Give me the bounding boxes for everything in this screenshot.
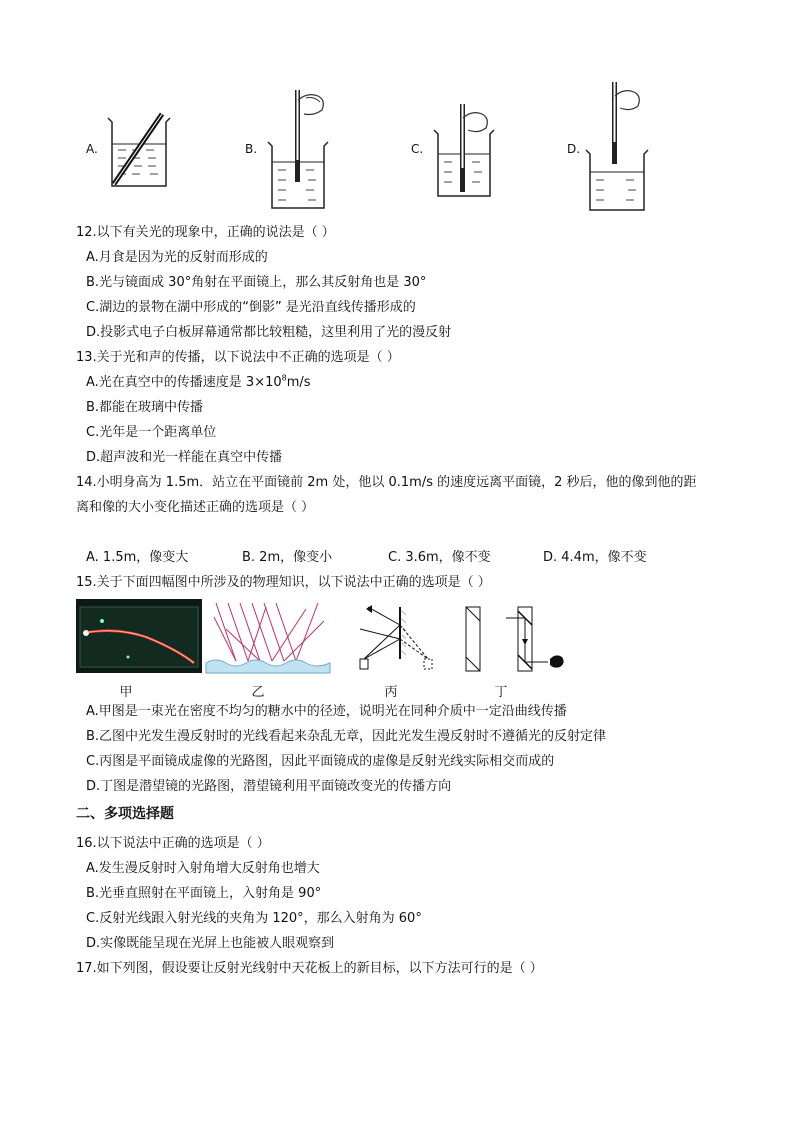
question-13-stem: 13.关于光和声的传播，以下说法中不正确的选项是（ ） [76, 350, 400, 365]
figure-jia-light-curve [76, 599, 202, 673]
question-15-option-d: D.丁图是潜望镜的光路图，潜望镜利用平面镜改变光的传播方向 [86, 779, 452, 794]
question-16-option-a: A.发生漫反射时入射角增大反射角也增大 [86, 861, 320, 876]
question-12-option-a: A.月食是因为光的反射而形成的 [86, 250, 268, 265]
question-12-option-c: C.湖边的景物在湖中形成的“倒影” 是光沿直线传播形成的 [86, 300, 416, 315]
question-12-option-d: D.投影式电子白板屏幕通常都比较粗糙，这里利用了光的漫反射 [86, 325, 452, 340]
thermometer-beaker-c-figure [432, 100, 512, 200]
figure-caption-bing: 丙 [384, 685, 398, 700]
question-14-option-c: C. 3.6m，像不变 [388, 550, 491, 565]
question-13-option-b: B.都能在玻璃中传播 [86, 400, 204, 415]
question-16-stem: 16.以下说法中正确的选项是（ ） [76, 836, 270, 851]
figure-caption-jia: 甲 [119, 685, 133, 700]
figure-caption-ding: 丁 [494, 685, 508, 700]
question-16-option-d: D.实像既能呈现在光屏上也能被人眼观察到 [86, 936, 335, 951]
figure-a-label: A. [86, 142, 98, 156]
question-16-option-b: B.光垂直照射在平面镜上，入射角是 90° [86, 886, 322, 901]
question-15-stem: 15.关于下面四幅图中所涉及的物理知识，以下说法中正确的选项是（ ） [76, 575, 491, 590]
question-15-option-c: C.丙图是平面镜成虚像的光路图，因此平面镜成的虚像是反射光线实际相交而成的 [86, 754, 555, 769]
figure-d-label: D. [567, 142, 581, 156]
figure-yi-diffuse-reflection [206, 599, 330, 673]
section-title-multiple-choice: 二、多项选择题 [76, 806, 174, 822]
figure-ding-periscope [462, 603, 572, 675]
question-14-option-a: A. 1.5m，像变大 [86, 550, 189, 565]
figure-caption-yi: 乙 [251, 685, 265, 700]
thermometer-beaker-d-figure [586, 80, 666, 214]
question-14-stem-line2: 离和像的大小变化描述正确的选项是（ ） [76, 500, 315, 515]
question-15-option-b: B.乙图中光发生漫反射时的光线看起来杂乱无章，因此光发生漫反射时不遵循光的反射定律 [86, 729, 607, 744]
question-15-option-a: A.甲图是一束光在密度不均匀的糖水中的径迹，说明光在同种介质中一定沿曲线传播 [86, 704, 567, 719]
question-14-option-b: B. 2m，像变小 [242, 550, 333, 565]
figure-b-label: B. [245, 142, 258, 156]
thermometer-beaker-a-figure [104, 110, 184, 190]
question-16-option-c: C.反射光线跟入射光线的夹角为 120°，那么入射角为 60° [86, 911, 422, 926]
question-17-stem: 17.如下列图，假设要让反射光线射中天花板上的新目标，以下方法可行的是（ ） [76, 961, 543, 976]
question-13-option-c: C.光年是一个距离单位 [86, 425, 217, 440]
thermometer-beaker-b-figure [262, 86, 342, 212]
question-13-option-d: D.超声波和光一样能在真空中传播 [86, 450, 283, 465]
question-12-stem: 12.以下有关光的现象中，正确的说法是（ ） [76, 225, 335, 240]
question-14-option-d: D. 4.4m，像不变 [543, 550, 647, 565]
question-12-option-b: B.光与镜面成 30°角射在平面镜上，那么其反射角也是 30° [86, 275, 427, 290]
figure-c-label: C. [411, 142, 424, 156]
question-14-stem-line1: 14.小明身高为 1.5m．站立在平面镜前 2m 处，他以 0.1m/s 的速度远离平面镜，2 秒后，他的像到他的距 [76, 475, 697, 490]
figure-bing-mirror-image [354, 599, 444, 675]
question-13-option-a: A.光在真空中的传播速度是 $3\times 10^8m/s$ [86, 373, 311, 390]
